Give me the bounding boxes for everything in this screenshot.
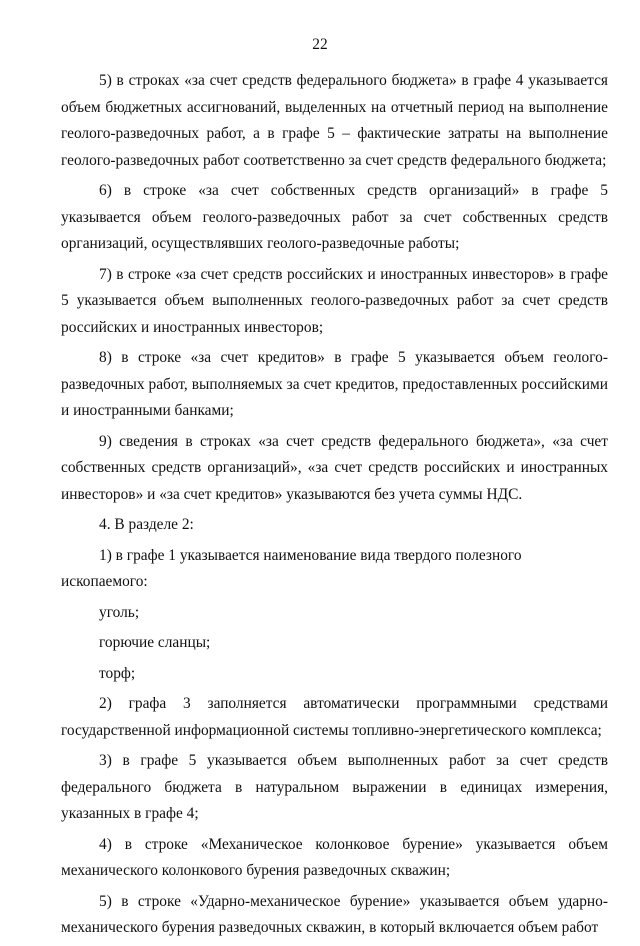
paragraph-vat: 9) сведения в строках «за счет средств федерального бюджета», «за счет собственных средств организаций», «за счет средств российских и иностранных инвесторов» и «за счет кредитов» указываются без учета суммы НДС. xyxy=(61,432,608,503)
list-item-oil-shale: горючие сланцы; xyxy=(99,634,211,651)
paragraph-investors: 7) в строке «за счет средств российских и иностранных инвесторов» в графе 5 указывается объем выполненных геолого-разведочных работ за счет средств российских и иностранных инвесторов; xyxy=(61,265,608,336)
paragraph-credits: 8) в строке «за счет кредитов» в графе 5 указывается объем геолого-разведочных работ, выполняемых за счет кредитов, предоставленных российскими и иностранными банками; xyxy=(61,349,608,419)
page-number: 22 xyxy=(312,36,328,53)
list-item-coal: уголь; xyxy=(99,603,140,621)
paragraph-column-1: 1) в графе 1 указывается наименование вида твердого полезного ископаемого: xyxy=(61,546,522,590)
paragraph-core-drilling: 4) в строке «Механическое колонковое бурение» указывается объем механического колонкового бурения разведочных скважин; xyxy=(61,835,608,879)
paragraph-percussion-drilling: 5) в строке «Ударно-механическое бурение» указывается объем ударно-механического бурения разведочных скважин, в который включается объем работ xyxy=(61,892,608,936)
paragraph-own-funds: 6) в строке «за счет собственных средств организаций» в графе 5 указывается объем геолого-разведочных работ за счет собственных средств организаций, осуществлявших геолого-разведочные работы; xyxy=(61,182,608,252)
paragraph-column-3: 2) графа 3 заполняется автоматически программными средствами государственной информационной системы топливно-энергетического комплекса; xyxy=(61,695,608,739)
list-item-peat: торф; xyxy=(99,664,136,682)
paragraph-federal-budget: 5) в строках «за счет средств федерального бюджета» в графе 4 указывается объем бюджетных ассигнований, выделенных на отчетный период на выполнение геолого-разведочных работ, а в графе 5 – фактические затраты на выполнение геолого-разведочных работ соответственно за счет средств федерального бюджета; xyxy=(61,72,608,169)
section-heading: 4. В разделе 2: xyxy=(99,516,194,533)
document-body xyxy=(61,68,608,946)
paragraph-column-5: 3) в графе 5 указывается объем выполненных работ за счет средств федерального бюджета в натуральном выражении в единицах измерения, указанных в графе 4; xyxy=(61,752,608,822)
